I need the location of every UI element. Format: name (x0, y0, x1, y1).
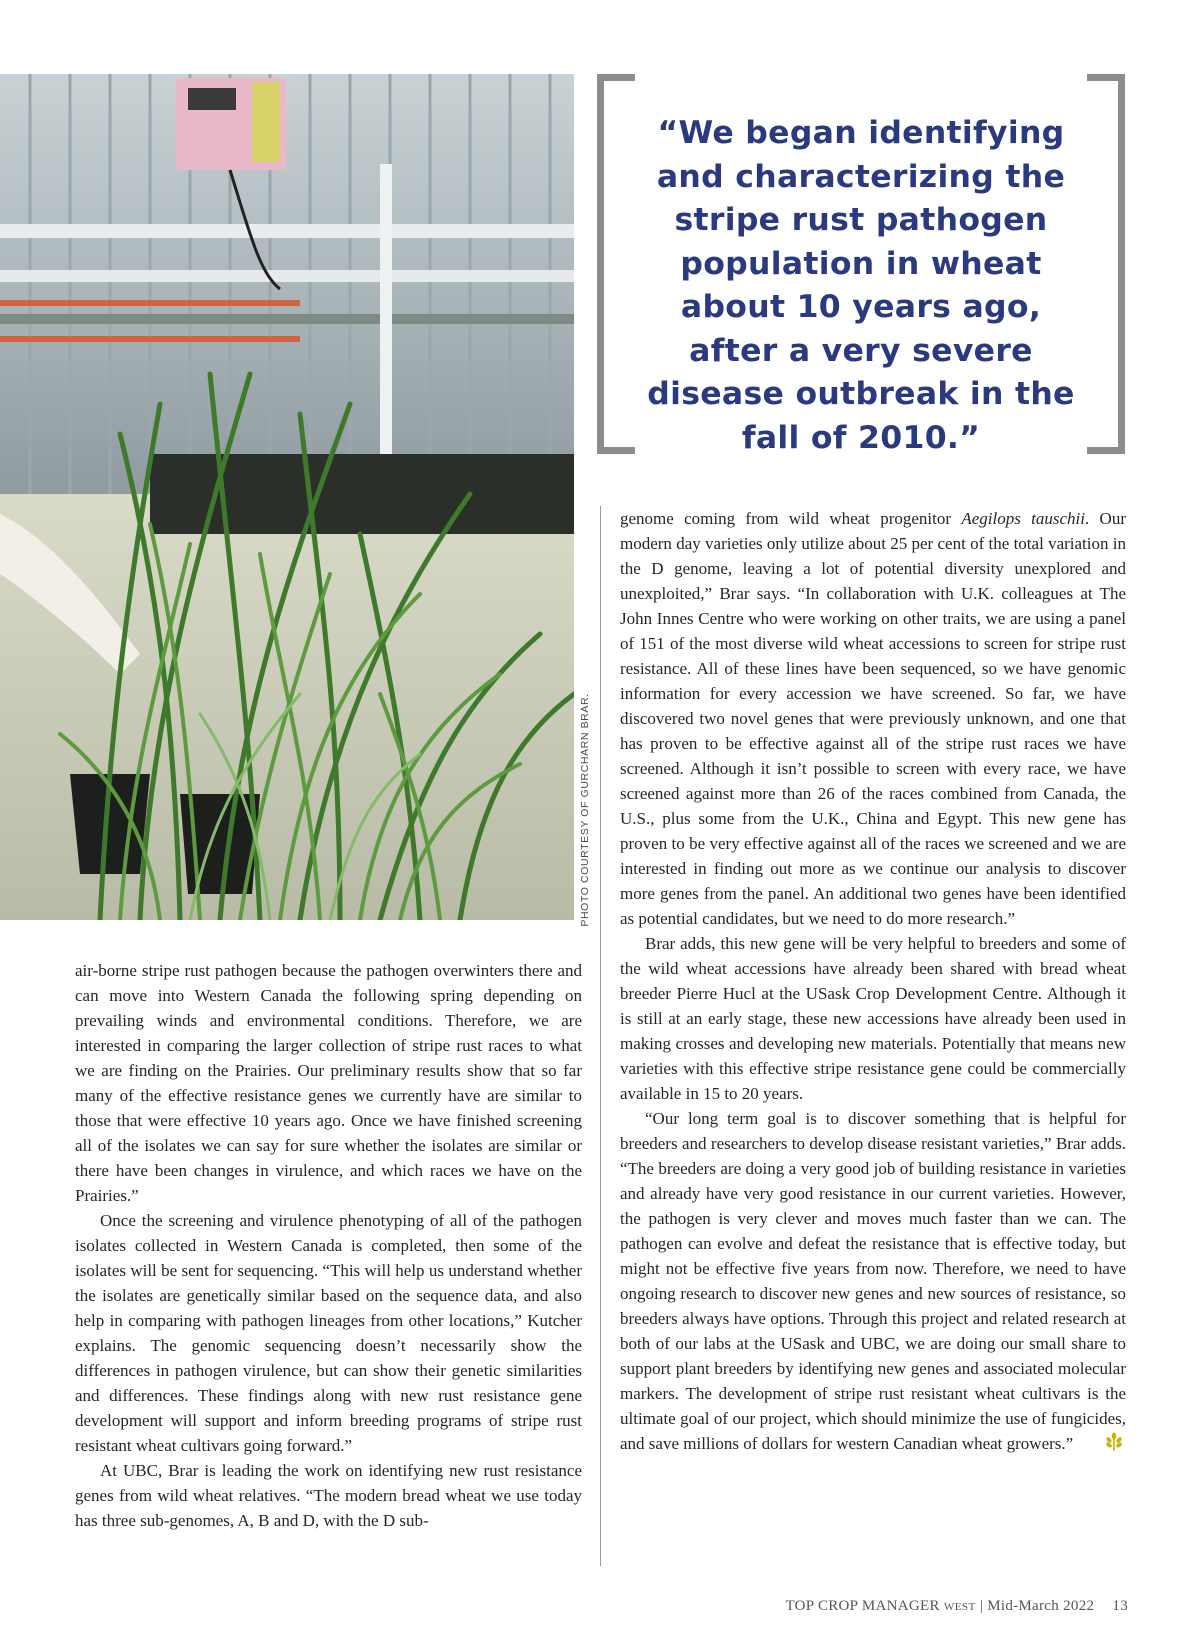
paragraph: Once the screening and virulence phenotyping of all of the pathogen isolates collected in Western Canada is completed, then some of the isolates will be sent for sequencing. “This will help us understand whether the isolates are genetically similar based on the sequence data, and also help in comparing with pathogen lineages from other locations,” Kutcher explains. The genomic sequencing doesn’t necessarily show the differences in pathogen virulence, but can show their genetic similarities and differences. These findings along with new rust resistance gene development will support and inform breeding programs of stripe rust resistant wheat cultivars going forward.” (75, 1211, 582, 1455)
article-column-right (620, 506, 1126, 1459)
photo-credit: PHOTO COURTESY OF GURCHARN BRAR. (579, 693, 591, 927)
paragraph: genome coming from wild wheat progenitor Aegilops tauschii. Our modern day varieties only utilize about 25 per cent of the total variation in the D genome, leaving a lot of potential diversity unexplored and unexploited,” Brar says. “In collaboration with U.K. colleagues at The John Innes Centre who were working on other traits, we are using a panel of 151 of the most diverse wild wheat accessions to screen for stripe rust resistance. All of these lines have been sequenced, so we have genomic information for every accession we have screened. So far, we have discovered two novel genes that were previously unknown, and one that has proven to be effective against all of the stripe rust races we have screened. Although it isn’t possible to screen with every race, we have screened against more than 26 of the races combined from Canada, the U.S., plus some from the U.K., China and Egypt. This new gene has proven to be very effective against all of the races we screened and we are interested in finding out more as we continue our analysis to discover more genes from the panel. An additional two genes have been identified as potential candidates, but we need to do more research.” (620, 509, 1126, 928)
magazine-edition: WEST (943, 1601, 976, 1613)
pull-quote (597, 74, 1125, 454)
pull-quote-text: “We began identifying and characterizing the stripe rust pathogen population in wheat about 10 years ago, after a very severe disease outbreak in the fall of 2010.” (647, 115, 1075, 456)
article-column-left (75, 958, 582, 1533)
pull-quote-left-bracket (597, 74, 635, 454)
wheat-end-mark-icon (1079, 1432, 1124, 1459)
paragraph: At UBC, Brar is leading the work on identifying new rust resistance genes from wild wheat relatives. “The modern bread wheat we use today has three sub-genomes, A, B and D, with the D sub- (75, 1461, 582, 1530)
paragraph: Brar adds, this new gene will be very helpful to breeders and some of the wild wheat accessions have already been shared with bread wheat breeder Pierre Hucl at the USask Crop Development Centre. Although it is still at an early stage, these new accessions have already been used in making crosses and developing new materials. Potentially that means new varieties with this effective stripe resistance gene could be commercially available in 15 to 20 years. (620, 934, 1126, 1103)
pull-quote-right-bracket (1087, 74, 1125, 454)
paragraph: air-borne stripe rust pathogen because the pathogen overwinters there and can move into Western Canada the following spring depending on prevailing winds and environmental conditions. Therefore, we are interested in comparing the larger collection of stripe rust races to what we are finding on the Prairies. Our preliminary results show that so far many of the effective resistance genes we currently have are similar to those that were effective 10 years ago. Once we have finished screening all of the isolates we can say for sure whether the isolates are similar or there have been changes in virulence, and which races we have on the Prairies.” (75, 961, 582, 1205)
footer-separator: | (979, 1598, 984, 1614)
greenhouse-wheat-photo (0, 74, 574, 920)
issue-date: Mid-March 2022 (987, 1598, 1095, 1614)
page-footer (785, 1598, 1128, 1615)
magazine-name: TOP CROP MANAGER (785, 1598, 940, 1614)
species-name: Aegilops tauschii (961, 509, 1085, 528)
paragraph: “Our long term goal is to discover something that is helpful for breeders and researchers to develop disease resistant varieties,” Brar adds. “The breeders are doing a very good job of building resistance in varieties and already have very good resistance in our current varieties. However, the pathogen is very clever and moves much faster than we can. The pathogen can evolve and defeat the resistance that is effective today, but might not be effective five years from now. Therefore, we need to have ongoing research to discover new genes and new sources of resistance, so breeders always have options. Through this project and related research at both of our labs at the USask and UBC, we are doing our small share to support plant breeders by identifying new genes and associated molecular markers. The development of stripe rust resistant wheat cultivars is the ultimate goal of our project, which should minimize the use of fungicides, and save millions of dollars for western Canadian wheat growers.” (620, 1106, 1126, 1459)
page-number: 13 (1112, 1598, 1128, 1614)
column-divider (600, 506, 601, 1566)
